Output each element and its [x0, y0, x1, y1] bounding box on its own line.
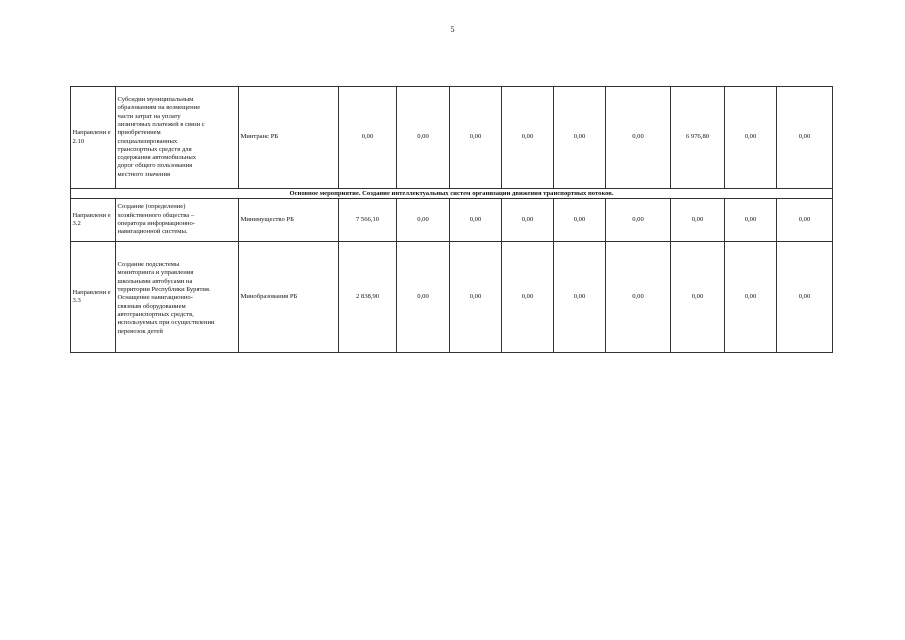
row-value: 0,00 [777, 242, 833, 353]
row-value: 0,00 [450, 242, 502, 353]
row-value: 0,00 [450, 87, 502, 189]
row-value: 0,00 [606, 242, 671, 353]
row-value: 0,00 [671, 242, 725, 353]
row-value: 0,00 [397, 242, 450, 353]
description-line: навигационной системы. [117, 228, 188, 236]
table-row [71, 87, 833, 189]
description-line: территории Республики Бурятия. [117, 286, 211, 294]
description-line: хозяйственного общества – [117, 211, 195, 219]
row-value: 0,00 [339, 87, 397, 189]
row-value: 0,00 [606, 199, 671, 242]
description-line: связным оборудованием [117, 302, 186, 310]
description-line: части затрат на уплату [117, 112, 181, 120]
row-code: Направлени е 2.10 [71, 87, 116, 189]
section-title: Основное мероприятие. Создание интеллектуальных систем организации движения транспортных потоков. [71, 189, 833, 199]
row-value: 0,00 [725, 242, 777, 353]
row-value: 0,00 [450, 199, 502, 242]
row-executor: Минобразования РБ [239, 242, 339, 353]
row-description [116, 242, 239, 353]
row-value: 0,00 [554, 199, 606, 242]
description-line: содержания автомобильных [117, 154, 197, 162]
row-value: 0,00 [554, 242, 606, 353]
row-executor: Минтранс РБ [239, 87, 339, 189]
description-line: местного значения [117, 170, 171, 178]
description-line: используемых при осуществлении [117, 319, 215, 327]
row-value: 0,00 [777, 87, 833, 189]
row-code: Направлени е 3.2 [71, 199, 116, 242]
description-line: перевозок детей [117, 327, 163, 335]
description-line: автотранспортных средств, [117, 310, 194, 318]
row-value: 0,00 [502, 242, 554, 353]
row-value: 0,00 [397, 87, 450, 189]
description-line: Создание (определение) [117, 203, 186, 211]
row-code: Направлени е 3.3 [71, 242, 116, 353]
budget-table [70, 86, 833, 353]
row-description [116, 199, 239, 242]
description-line: Субсидии муниципальным [117, 96, 194, 104]
description-line: специализированных [117, 137, 178, 145]
row-executor: Минимущество РБ [239, 199, 339, 242]
row-value: 7 566,10 [339, 199, 397, 242]
row-value: 0,00 [397, 199, 450, 242]
description-line: оператора информационно- [117, 220, 196, 227]
description-line: приобретением [117, 129, 161, 137]
row-value: 0,00 [554, 87, 606, 189]
description-line: Создание подсистемы [117, 261, 180, 269]
row-value: 0,00 [502, 199, 554, 242]
row-value: 0,00 [502, 87, 554, 189]
table-row [71, 199, 833, 242]
page-number: 5 [450, 25, 455, 34]
row-value: 0,00 [777, 199, 833, 242]
description-line: лизинговых платежей в связи с [117, 120, 205, 128]
table-row [71, 242, 833, 353]
description-line: образованиям на возмещение [117, 104, 201, 112]
row-value: 0,00 [725, 87, 777, 189]
row-value: 0,00 [725, 199, 777, 242]
description-line: мониторинга и управления [117, 269, 194, 277]
description-line: транспортных средств для [117, 145, 192, 153]
row-value: 0,00 [606, 87, 671, 189]
section-row [71, 189, 833, 199]
row-value: 6 976,80 [671, 87, 725, 189]
description-line: школьными автобусами на [117, 277, 193, 285]
description-line: дорог общего пользования [117, 162, 193, 170]
row-description [116, 87, 239, 189]
description-line: Оснащение навигационно- [117, 294, 193, 302]
row-value: 0,00 [671, 199, 725, 242]
row-value: 2 838,90 [339, 242, 397, 353]
